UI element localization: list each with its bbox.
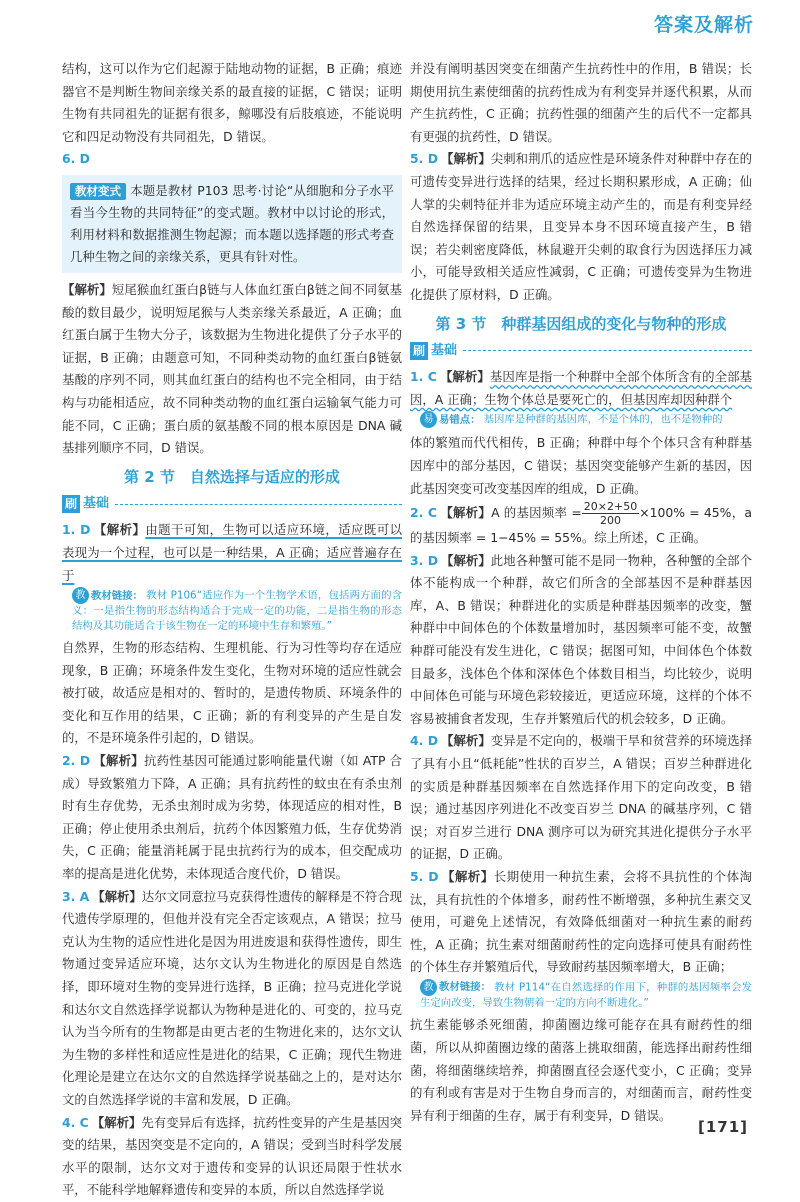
note-head: 教材链接： bbox=[91, 589, 143, 602]
analysis-body: 抗药性基因可能通过影响能量代谢（如 ATP 合成）导致繁殖力下降，A 正确；具有抗药性的蚊虫在有杀虫剂时有生存优势，无杀虫剂时成为劣势，体现适应的相对性，B 正确；停止使用杀虫剂后，抗药个体因繁殖力低，生存优势消失，C 正确；能量消耗属于昆虫抗药行为的成本，但交配成功率的提高是进化优势，未体现适合度代价，D 错误。 bbox=[62, 753, 402, 882]
analysis-label: 【解析】 bbox=[440, 505, 492, 521]
formula-suffix: ×100% = 45%，a 的基因频率 = 1−45% = 55%。综上所述，C 正确。 bbox=[410, 505, 752, 546]
analysis-body: 基因库是指一个种群中全部个体所含有的全部基因，A 正确；生物个体总是要死亡的，但基因库却因种群个 bbox=[410, 369, 753, 407]
analysis-label: 【解析】 bbox=[92, 888, 142, 904]
note-text: 基因库是种群的基因库，不是个体的，也不是物种的 bbox=[483, 413, 723, 426]
right-column bbox=[410, 58, 752, 1127]
question-1 bbox=[410, 366, 752, 411]
textbook-link-note bbox=[420, 979, 752, 1011]
section-title-2: 第 2 节 自然选择与适应的形成 bbox=[124, 467, 340, 486]
paragraph-continuation: 并没有阐明基因突变在细菌产生抗药性中的作用，B 错误；长期使用抗生素使细菌的抗药性成为有利变异并逐代积累，从而产生抗药性，C 正确；抗药性强的细菌产生的后代不一定都具有更强的抗药性，D 错误。 bbox=[410, 61, 752, 144]
question-number: 5. D bbox=[410, 869, 439, 884]
analysis-label: 【解析】 bbox=[440, 151, 491, 167]
question-2 bbox=[410, 500, 752, 550]
textbook-variant-box bbox=[62, 175, 402, 273]
question-2 bbox=[62, 750, 402, 886]
analysis-body: 达尔文同意拉马克获得性遗传的解释是不符合现代遗传学原理的，但他并没有完全否定该观点，A 错误；拉马克认为生物的适应性进化是因为用进废退和获得性遗传，即生物通过变异适应环境，达尔文认为生物进化的原因是自然选择，即环境对生物的变异进行选择，B 正确；拉马克进化学说和达尔文自然选择学说都认为物种是进化的、可变的，拉马克认为当今所有的生物都是由更古老的生物进化来的，达尔文认为生物的多样性和适应性是进化的结果，C 正确；现代生物进化理论是建立在达尔文的自然选择学说基础之上的，是对达尔文的自然选择学说的丰富和发展，D 正确。 bbox=[62, 888, 402, 1107]
question-4 bbox=[410, 730, 752, 866]
fraction bbox=[582, 500, 639, 527]
question-4 bbox=[62, 1112, 402, 1202]
analysis-body: 此地各种蟹可能不是同一物种，各种蟹的全部个体不能构成一个种群，故它们所含的全部基因不是种群基因库，A、B 错误；种群进化的实质是种群基因频率的改变，蟹种群中中间体色的个体数量增加时，基因频率可能不变，故蟹种群可能没有发生进化，C 错误；据图可知，中间体色个体数目最多，浅体色个体和深体色个体数目相当，均比较少，说明中间体色可能与环境色彩较接近，更适应环境，这样的个体不容易被捕食者发现，生存并繁殖后代的机会较多，D 正确。 bbox=[410, 552, 752, 726]
basic-label bbox=[410, 340, 752, 363]
question-number: 3. A bbox=[62, 888, 90, 904]
paragraph-continuation: 结构，这可以作为它们起源于陆地动物的证据，B 正确；痕迹器官不是判断生物间亲缘关系的最直接的证据，C 错误；证明生物有共同祖先的证据有很多，鲸哪没有后肢痕迹，不能说明它和四足动物没有共同祖先，D 错误。 bbox=[62, 61, 402, 144]
analysis-label: 【解析】 bbox=[439, 369, 490, 385]
textbook-icon: 教 bbox=[420, 979, 437, 996]
textbook-link-note bbox=[72, 587, 402, 633]
question-5 bbox=[410, 866, 752, 979]
divider bbox=[463, 350, 752, 351]
textbook-variant-tag: 教材变式 bbox=[70, 183, 126, 200]
question-6-analysis bbox=[62, 279, 402, 460]
analysis-label: 【解析】 bbox=[440, 733, 491, 749]
analysis-label: 【解析】 bbox=[440, 552, 491, 568]
analysis-body: 短尾猴血红蛋白β链与人体血红蛋白β链之间不同氨基酸的数目最少，说明短尾猴与人类亲缘关系最近，A 正确；血红蛋白属于生物大分子，该数据为生物进化提供了分子水平的证据，B 正确；由题意可知，不同种类动物的血红蛋白β链氨基酸的序列不同，则其血红蛋白的结构也不完全相同，由于结构与功能相适应，故不同种类动物的血红蛋白运输氧气能力可能不同，C 正确；蛋白质的氨基酸不同的根本原因是 DNA 碱基排列顺序不同，D 错误。 bbox=[62, 281, 403, 456]
basic-label bbox=[62, 493, 402, 516]
left-column bbox=[62, 58, 402, 1202]
basic-text: 基础 bbox=[431, 342, 458, 358]
textbook-variant-text: 本题是教材 P103 思考·讨论“从细胞和分子水平看当今生物的共同特征”的变式题。教材中以讨论的形式，利用材料和数据推测生物起源；而本题以选择题的形式考查几种生物之间的亲缘关系，更具有针对性。 bbox=[70, 182, 394, 264]
analysis-body: 由题干可知，生物可以适应环境，适应既可以表现为一个过程，也可以是一种结果，A 正确；适应普遍存在于 bbox=[62, 522, 403, 583]
basic-text: 基础 bbox=[83, 495, 110, 511]
question-number: 6. D bbox=[62, 151, 90, 167]
question-3 bbox=[62, 886, 402, 1112]
question-number: 4. D bbox=[410, 733, 438, 749]
question-1 bbox=[62, 519, 402, 587]
fraction-denominator: 200 bbox=[600, 514, 622, 528]
analysis-body: 变异是不定向的，极端干旱和贫营养的环境选择了具有小且“低耗能”性状的百岁兰，A 错误；百岁兰种群进化的实质是种群基因频率在自然选择作用下的定向改变，B 错误；通过基因序列进化不改变百岁兰 DNA 的碱基序列，C 错误；对百岁兰进行 DNA 测序可以为研究其进化提供分子水平的证据，D 正确。 bbox=[410, 733, 752, 862]
section-title-3: 第 3 节 种群基因组成的变化与物种的形成 bbox=[435, 314, 727, 333]
analysis-label: 【解析】 bbox=[91, 1114, 142, 1130]
question-number: 4. C bbox=[62, 1114, 89, 1130]
question-number: 5. D bbox=[410, 151, 438, 167]
analysis-body: 先有变异后有选择，抗药性变异的产生是基因突变的结果，基因突变是不定向的，A 错误；受到当时科学发展水平的限制，达尔文对于遗传和变异的认识还局限于性状水平，不能科学地解释遗传和变异的本质，所以自然选择学说 bbox=[62, 1114, 402, 1198]
question-5 bbox=[410, 148, 752, 306]
analysis-label: 【解析】 bbox=[62, 281, 112, 297]
error-prone-icon: 易 bbox=[420, 411, 437, 428]
analysis-body: 尖刺和荆爪的适应性是环境条件对种群中存在的可遗传变异进行选择的结果，经过长期积累形成，A 正确；仙人掌的尖刺特征并非为适应环境主动产生的，而是有利变异经自然选择保留的结果，且变异本身不因环境直接产生，B 错误；若尖刺密度降低，林鼠避开尖刺的取食行为因选择压力减小，可能导致相关适应性减弱，C 正确；可遗传变异为生物进化提供了原材料，D 正确。 bbox=[410, 151, 752, 302]
question-number: 2. D bbox=[62, 753, 91, 769]
basic-tag: 刷 bbox=[410, 342, 428, 360]
page-header-title: 答案及解析 bbox=[653, 14, 754, 36]
error-prone-note bbox=[420, 411, 752, 428]
note-head: 教材链接： bbox=[439, 981, 491, 994]
question-6 bbox=[62, 148, 402, 171]
analysis-label: 【解析】 bbox=[93, 522, 146, 538]
basic-tag: 刷 bbox=[62, 495, 80, 513]
analysis-body: 长期使用一种抗生素，会将不具抗性的个体淘汰，具有抗性的个体增多，耐药性不断增强，多种抗生素交叉使用，可避免上述情况，有效降低细菌对一种抗生素的耐药性，A 正确；抗生素对细菌耐药性的定向选择可使具有耐药性的个体生存并繁殖后代，导致耐药基因频率增大，B 正确； bbox=[410, 869, 753, 975]
question-number: 1. D bbox=[62, 522, 91, 538]
question-number: 1. C bbox=[410, 369, 437, 385]
page-number-value: 171 bbox=[705, 1118, 741, 1136]
formula-prefix: A 的基因频率 = bbox=[491, 505, 582, 521]
question-1-continued: 自然界，生物的形态结构、生理机能、行为习性等均存在适应现象，B 正确；环境条件发生变化，生物对环境的适应性就会被打破，故适应是相对的、暂时的，是遗传物质、环境条件的变化和互作用的结果，C 正确；新的有利变异的产生是自发的，不是环境条件引起的，D 错误。 bbox=[62, 640, 402, 746]
question-number: 2. C bbox=[410, 505, 438, 521]
note-text: 教材 P114“在自然选择的作用下，种群的基因频率会发生定向改变，导致生物朝着一定的方向不断进化。” bbox=[420, 981, 752, 1009]
question-3 bbox=[410, 550, 752, 731]
question-number: 3. D bbox=[410, 552, 438, 568]
analysis-label: 【解析】 bbox=[441, 869, 494, 884]
divider bbox=[115, 504, 402, 505]
note-head: 易错点： bbox=[439, 413, 481, 426]
question-5-continued: 抗生素能够杀死细菌，抑菌圈边缘可能存在具有耐药性的细菌，所以从抑菌圈边缘的菌落上挑取细菌，能选择出耐药性细菌，将细菌继续培养，抑菌圈直径会逐代变小，C 正确；变异的有利或有害是对于生物自身而言的，对细菌而言，耐药性变异有利于细菌的生存，属于有利变异，D 错误。 bbox=[410, 1017, 752, 1123]
note-text: 教材 P106“适应作为一个生物学术语，包括两方面的含义：一是指生物的形态结构适合于完成一定的功能，二是指生物的形态结构及其功能适合于该生物在一定的环境中生存和繁殖。” bbox=[72, 589, 402, 632]
question-1-continued: 体的繁殖而代代相传，B 正确；种群中每个个体只含有种群基因库中的部分基因，C 错误；基因突变能够产生新的基因，因此基因突变可改变基因库的组成，D 正确。 bbox=[410, 435, 752, 496]
page-number: [171] bbox=[697, 1118, 748, 1136]
textbook-icon: 教 bbox=[72, 587, 89, 604]
analysis-label: 【解析】 bbox=[93, 753, 144, 769]
fraction-numerator: 20×2+50 bbox=[583, 500, 638, 514]
